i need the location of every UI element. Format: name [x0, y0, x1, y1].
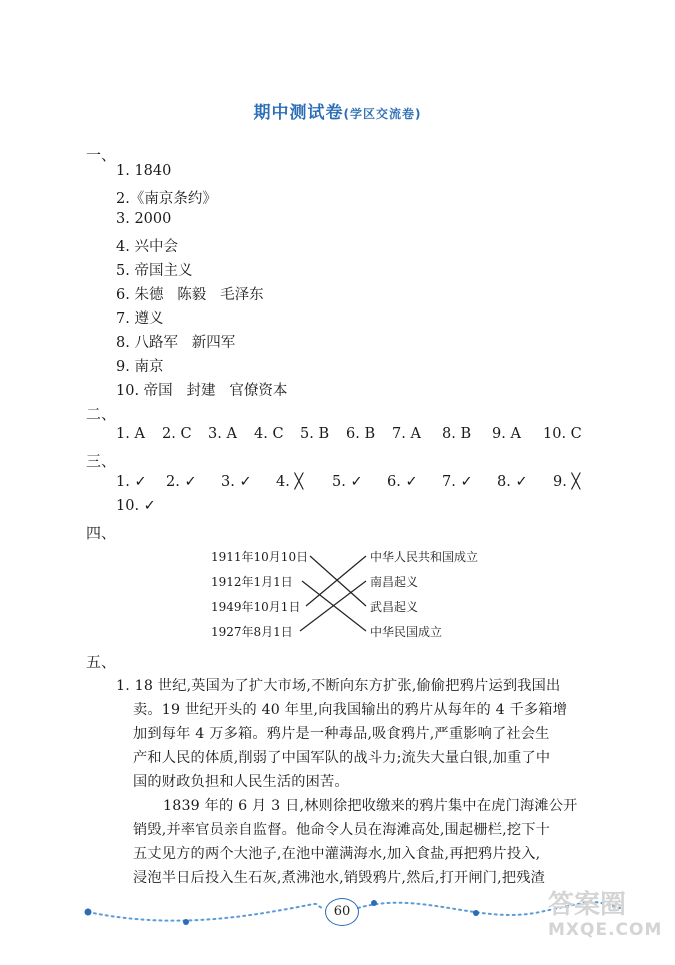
answer-paragraph-line: 1. 18 世纪,英国为了扩大市场,不断向东方扩张,偷偷把鸦片运到我国出 [116, 678, 561, 694]
section-1-item: 1. 1840 [116, 163, 172, 179]
mc-answer: 1. A [116, 426, 145, 442]
tf-answer: 6. ✓ [387, 474, 418, 490]
tf-answer: 9. ╳ [553, 474, 581, 490]
event-item: 中华人民共和国成立 [370, 550, 479, 564]
answer-paragraph-line: 产和人民的体质,削弱了中国军队的战斗力;流失大量白银,加重了中 [133, 750, 551, 766]
section-1-label: 一、 [86, 146, 117, 164]
answer-paragraph-line: 国的财政负担和人民生活的困苦。 [133, 774, 349, 790]
mc-answer: 4. C [254, 426, 284, 442]
title-main: 期中测试卷 [253, 103, 344, 123]
date-item: 1949年10月1日 [211, 600, 301, 614]
answer-paragraph-line: 卖。19 世纪开头的 40 年里,向我国输出的鸦片从每年的 4 千多箱增 [133, 702, 568, 718]
mc-answer: 7. A [392, 426, 421, 442]
tf-answer: 7. ✓ [442, 474, 473, 490]
tf-answer: 1. ✓ [116, 474, 147, 490]
watermark: 答案圈 MXQE.COM [548, 890, 663, 940]
tf-answer: 3. ✓ [221, 474, 252, 490]
mc-answer: 2. C [162, 426, 192, 442]
mc-answer: 6. B [346, 426, 376, 442]
section-1-item: 8. 八路军 新四军 [116, 335, 236, 351]
page-number: 60 [325, 898, 359, 926]
section-2-label: 二、 [86, 405, 117, 423]
mc-answer: 3. A [208, 426, 237, 442]
date-item: 1912年1月1日 [211, 575, 293, 589]
section-1-item: 3. 2000 [116, 211, 172, 227]
event-item: 南昌起义 [370, 575, 419, 589]
date-item: 1927年8月1日 [211, 625, 293, 639]
tf-answer: 2. ✓ [166, 474, 197, 490]
title-sub: (学区交流卷) [343, 107, 422, 121]
section-5-label: 五、 [86, 653, 117, 671]
section-1-item: 4. 兴中会 [116, 239, 178, 255]
mc-answer: 8. B [442, 426, 472, 442]
section-1-item: 6. 朱德 陈毅 毛泽东 [116, 287, 264, 303]
tf-answer: 5. ✓ [332, 474, 363, 490]
answer-paragraph-line: 加到每年 4 万多箱。鸦片是一种毒品,吸食鸦片,严重影响了社会生 [133, 726, 550, 742]
section-1-item: 5. 帝国主义 [116, 263, 193, 279]
event-item: 武昌起义 [370, 600, 419, 614]
tf-answer: 4. ╳ [276, 474, 304, 490]
section-1-item: 2.《南京条约》 [116, 191, 217, 207]
section-3-label: 三、 [86, 452, 117, 470]
tf-answer: 10. ✓ [116, 498, 156, 514]
tf-answer: 8. ✓ [497, 474, 528, 490]
mc-answer: 9. A [492, 426, 521, 442]
date-item: 1911年10月10日 [211, 550, 309, 564]
mc-answer: 10. C [543, 426, 582, 442]
section-1-item: 7. 遵义 [116, 311, 164, 327]
answer-paragraph-line: 五丈见方的两个大池子,在池中灌满海水,加入食盐,再把鸦片投入, [133, 846, 541, 862]
answer-paragraph-line: 浸泡半日后投入生石灰,煮沸池水,销毁鸦片,然后,打开闸门,把残渣 [133, 870, 546, 886]
section-4-label: 四、 [86, 524, 117, 542]
answer-paragraph-line: 1839 年的 6 月 3 日,林则徐把收缴来的鸦片集中在虎门海滩公开 [163, 798, 578, 814]
answer-paragraph-line: 销毁,并率官员亲自监督。他命令人员在海滩高处,围起栅栏,挖下十 [133, 822, 550, 838]
section-1-item: 10. 帝国 封建 官僚资本 [116, 383, 288, 399]
section-1-item: 9. 南京 [116, 359, 164, 375]
event-item: 中华民国成立 [370, 625, 443, 639]
mc-answer: 5. B [300, 426, 330, 442]
